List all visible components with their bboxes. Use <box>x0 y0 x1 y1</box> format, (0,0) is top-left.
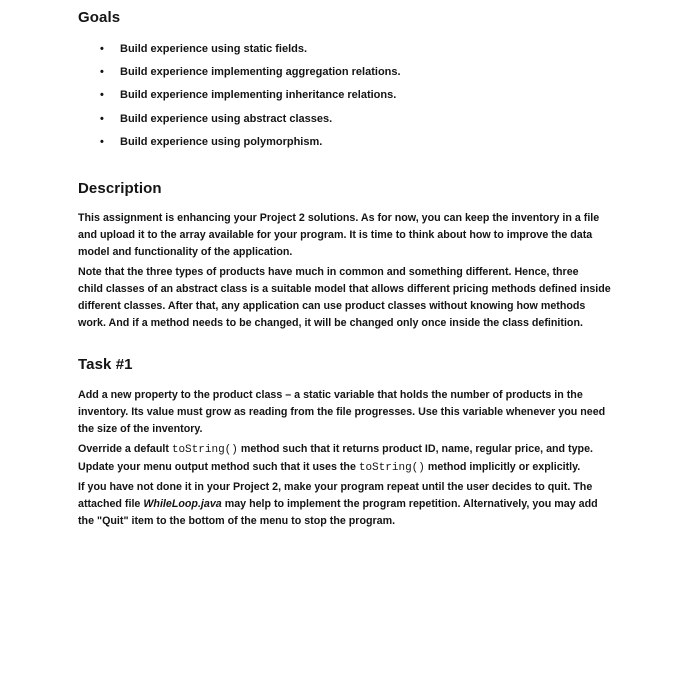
text-line <box>78 387 623 404</box>
bullet-icon: • <box>100 112 104 125</box>
text-line: work. And if a method needs to be changed, it will be changed only once inside the class definition. <box>78 317 583 329</box>
description-paragraph-2 <box>78 264 623 332</box>
text-run: Override a default <box>78 443 172 455</box>
text-run: Update your menu output method such that it uses the <box>78 461 359 473</box>
static-variable-emphasis: static variable <box>303 389 375 401</box>
list-item <box>98 63 401 86</box>
text-line: If you have not done it in your Project 2, make your program repeat until the user decides to quit. The <box>78 481 593 493</box>
text-line <box>78 496 623 513</box>
goal-text: Build experience implementing aggregation relations. <box>120 66 401 79</box>
text-run: method implicitly or explicitly. <box>424 461 581 473</box>
text-line: the size of the inventory. <box>78 423 203 435</box>
text-line: child classes of an abstract class is a suitable model that allows different pricing methods defined inside <box>78 283 611 295</box>
task1-heading: Task #1 <box>78 356 133 373</box>
list-item <box>98 40 401 63</box>
text-line <box>78 441 623 459</box>
goal-text: Build experience using static fields. <box>120 43 308 55</box>
list-item <box>98 133 401 156</box>
task1-paragraph-3 <box>78 479 623 530</box>
task1-paragraph-1 <box>78 387 623 438</box>
bullet-icon: • <box>100 89 104 102</box>
task1-paragraph-2 <box>78 441 623 477</box>
text-run: method such that it returns product ID, name, regular price, and type. <box>237 443 593 455</box>
tostring-code: toString() <box>358 462 425 474</box>
text-line: model and functionality of the application. <box>78 246 293 258</box>
text-line: the "Quit" item to the bottom of the menu to stop the program. <box>78 515 396 527</box>
goals-heading: Goals <box>78 9 121 26</box>
text-line: different classes. After that, any application can use product classes without knowing how methods <box>78 300 586 312</box>
bullet-icon: • <box>100 66 104 79</box>
text-run: attached file <box>78 498 144 510</box>
description-paragraph-1 <box>78 210 623 261</box>
goal-text: Build experience using polymorphism. <box>120 135 323 148</box>
attached-file-name: WhileLoop.java <box>143 498 222 510</box>
text-line: This assignment is enhancing your Project 2 solutions. As for now, you can keep the inventory in a file <box>78 212 600 224</box>
text-line: and upload it to the array available for your program. It is time to think about how to improve the data <box>78 229 593 241</box>
list-item <box>98 86 401 109</box>
bullet-icon: • <box>100 135 104 148</box>
bullet-icon: • <box>100 43 104 55</box>
text-line: inventory. Its value must grow as reading from the file progresses. Use this variable whenever you need <box>78 406 606 418</box>
description-heading: Description <box>78 180 162 197</box>
list-item <box>98 110 401 133</box>
goal-text: Build experience implementing inheritance relations. <box>120 89 397 102</box>
goals-list <box>98 40 401 156</box>
goal-text: Build experience using abstract classes. <box>120 112 333 125</box>
text-line <box>78 459 623 477</box>
text-run: Add a new property to the product class – a <box>78 389 304 401</box>
text-run: that holds the number of products in the <box>374 389 583 401</box>
text-line: Note that the three types of products have much in common and something different. Hence, three <box>78 266 579 278</box>
tostring-code: toString() <box>171 444 238 456</box>
text-run: may help to implement the program repetition. Alternatively, you may add <box>221 498 598 510</box>
